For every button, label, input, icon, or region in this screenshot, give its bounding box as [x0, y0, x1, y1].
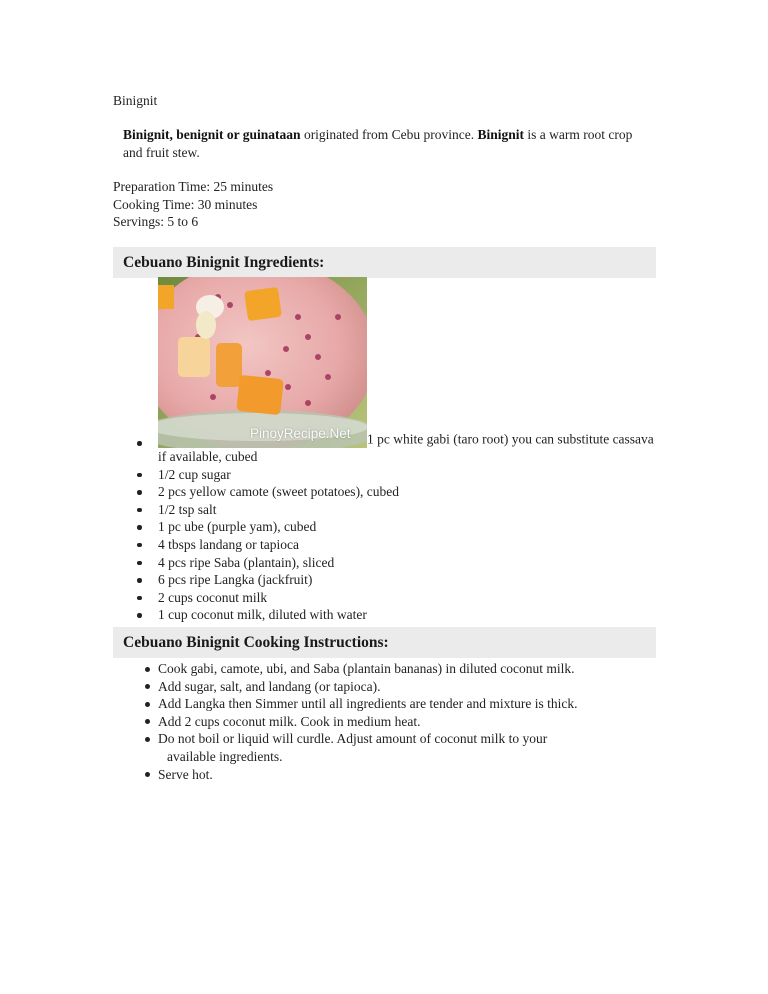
binignit-photo: [158, 277, 367, 448]
list-item: 1/2 tsp salt: [137, 501, 657, 519]
list-item: [137, 277, 657, 466]
ingredients-heading: Cebuano Binignit Ingredients:: [113, 247, 656, 278]
document-title: Binignit: [113, 93, 158, 108]
list-item: 2 cups coconut milk: [137, 589, 657, 607]
instructions-list: [145, 660, 645, 783]
prep-time: Preparation Time: 25 minutes: [113, 179, 274, 194]
cooking-time: Cooking Time: 30 minutes: [113, 196, 258, 212]
list-item: 1 pc ube (purple yam), cubed: [137, 518, 657, 536]
instruction-text: Serve hot.: [158, 766, 213, 782]
intro-origin-text: originated from Cebu province.: [300, 127, 478, 142]
instruction-text: Add 2 cups coconut milk. Cook in medium heat.: [158, 713, 421, 729]
photo-watermark: PinoyRecipe.Net: [250, 426, 351, 441]
instruction-text: Add Langka then Simmer until all ingredients are tender and mixture is thick.: [158, 696, 578, 712]
list-item: [145, 713, 645, 731]
list-item: 6 pcs ripe Langka (jackfruit): [137, 571, 657, 589]
list-item: 4 pcs ripe Saba (plantain), sliced: [137, 554, 657, 572]
instruction-text: Cook gabi, camote, ubi, and Saba (plantain bananas) in diluted coconut milk.: [158, 661, 575, 676]
list-item: [145, 695, 645, 713]
recipe-meta: [113, 178, 273, 231]
list-item: 4 tbsps landang or tapioca: [137, 536, 657, 554]
ingredients-list: [137, 277, 657, 624]
intro-description: is a warm root crop and fruit stew.: [123, 127, 633, 160]
instruction-text: Do not boil or liquid will curdle. Adjust amount of coconut milk to your: [158, 731, 548, 747]
list-item: [145, 766, 645, 784]
list-item: 1 cup coconut milk, diluted with water: [137, 606, 657, 624]
intro-bold-names: Binignit, benignit or guinataan: [123, 127, 301, 142]
list-item: 1/2 cup sugar: [137, 466, 657, 484]
list-item: [145, 678, 645, 696]
intro-paragraph: [123, 126, 643, 161]
servings: Servings: 5 to 6: [113, 214, 199, 230]
instruction-continuation: available ingredients.: [167, 748, 283, 764]
ingredient-text: 1 pc white gabi (taro root) you can substitute cassava if available, cubed: [158, 431, 654, 464]
list-item: [145, 730, 645, 765]
list-item: [145, 660, 645, 678]
instructions-heading: Cebuano Binignit Cooking Instructions:: [113, 627, 656, 658]
intro-bold-name: Binignit: [477, 127, 525, 142]
list-item: 2 pcs yellow camote (sweet potatoes), cubed: [137, 483, 657, 501]
instruction-text: Add sugar, salt, and landang (or tapioca).: [158, 678, 381, 694]
